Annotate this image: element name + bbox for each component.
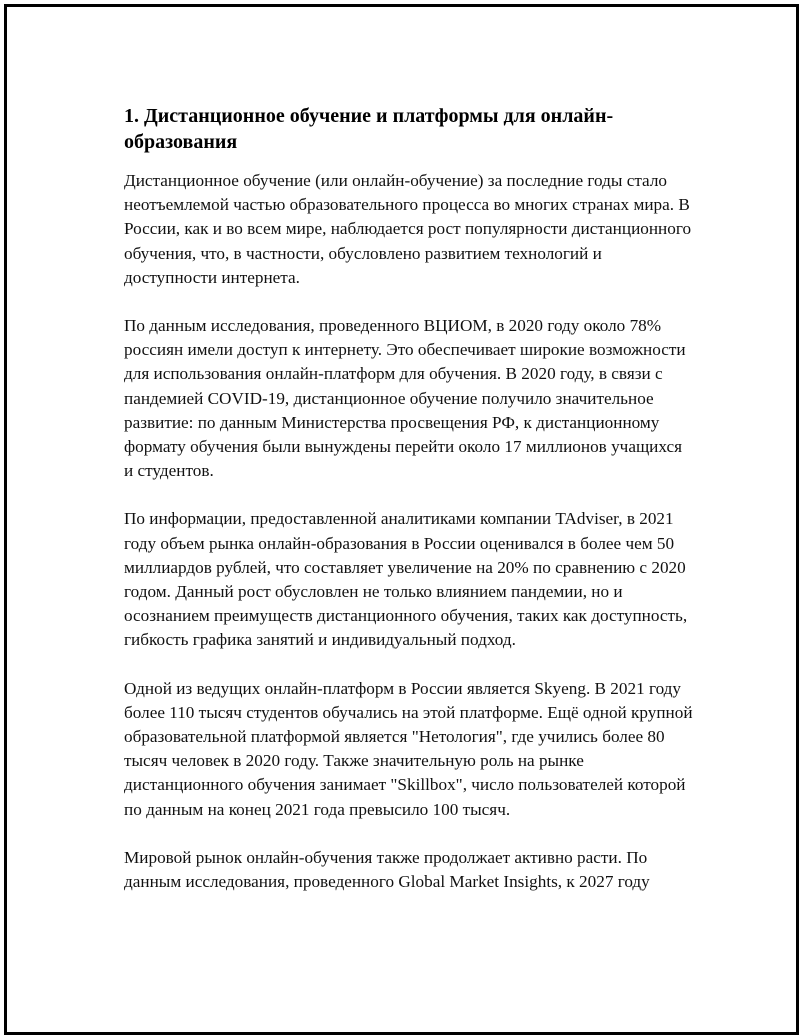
document-body <box>124 103 694 918</box>
paragraph-4: Одной из ведущих онлайн-платформ в России является Skyeng. В 2021 году более 110 тысяч студентов обучались на этой платформе. Ещё одной крупной образовательной платформой является "Нетология", где учились более 80 тысяч человек в 2020 году. Также значительную роль на рынке дистанционного обучения занимает "Skillbox", число пользователей которой по данным на конец 2021 года превысило 100 тысяч. <box>124 678 693 819</box>
paragraph-3: По информации, предоставленной аналитиками компании TAdviser, в 2021 году объем рынка онлайн-образования в России оценивался в более чем 50 миллиардов рублей, что составляет увеличение на 20% по сравнению с 2020 годом. Данный рост обусловлен не только влиянием пандемии, но и осознанием преимуществ дистанционного обучения, таких как доступность, гибкость графика занятий и индивидуальный подход. <box>124 509 688 650</box>
page-frame <box>4 4 799 1035</box>
paragraph-2: По данным исследования, проведенного ВЦИОМ, в 2020 году около 78% россиян имели доступ к интернету. Это обеспечивает широкие возможности для использования онлайн-платформ для обучения. В 2020 году, в связи с пандемией COVID-19, дистанционное обучение получило значительное развитие: по данным Министерства просвещения РФ, к дистанционному формату обучения были вынуждены перейти около 17 миллионов учащихся и студентов. <box>124 316 686 481</box>
paragraph-5: Мировой рынок онлайн-обучения также продолжает активно расти. По данным исследования, проведенного Global Market Insights, к 2027 году <box>124 847 650 892</box>
paragraph-1: Дистанционное обучение (или онлайн-обучение) за последние годы стало неотъемлемой частью образовательного процесса во многих странах мира. В России, как и во всем мире, наблюдается рост популярности дистанционного обучения, что, в частности, обусловлено развитием технологий и доступности интернета. <box>124 171 692 287</box>
section-heading: 1. Дистанционное обучение и платформы для онлайн-образования <box>124 105 614 153</box>
